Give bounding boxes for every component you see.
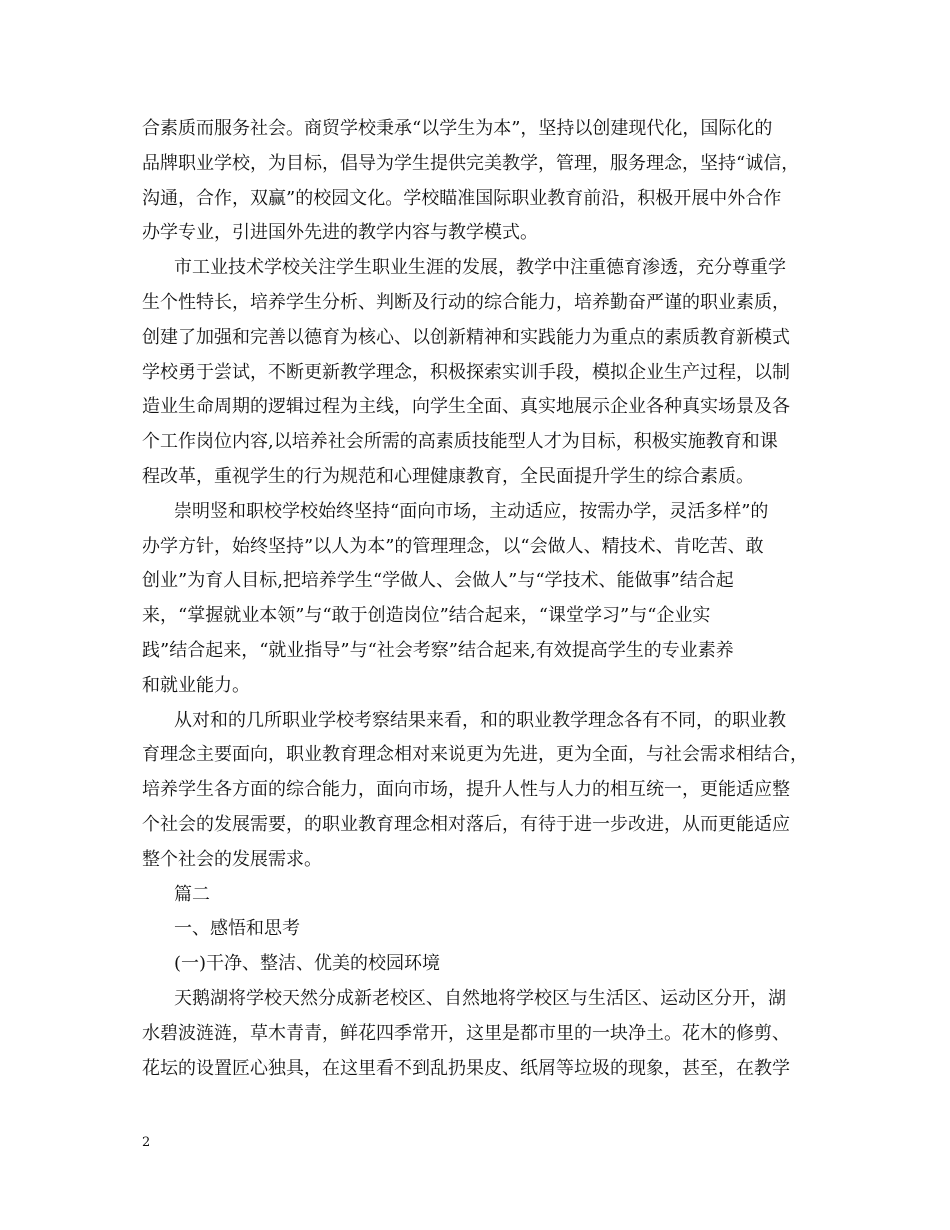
text-line: 水碧波涟涟，草木青青，鲜花四季常开，这里是都市里的一块净土。花木的修剪、: [142, 1022, 790, 1044]
text-line: 沟通，合作，双赢”的校园文化。学校瞄准国际职业教育前沿，积极开展中外合作: [142, 187, 782, 209]
text-line: 合素质而服务社会。商贸学校秉承“以学生为本”，坚持以创建现代化，国际化的: [142, 118, 773, 139]
text-line: 培养学生各方面的综合能力，面向市场，提升人性与人力的相互统一，更能适应整: [142, 779, 790, 801]
paragraph-start-line: 崇明竖和职校学校始终坚持“面向市场，主动适应，按需办学，灵活多样”的: [174, 500, 769, 522]
text-line: 花坛的设置匠心独具，在这里看不到乱扔果皮、纸屑等垃圾的现象，甚至，在教学: [142, 1057, 790, 1079]
paragraph-start-line: 市工业技术学校关注学生职业生涯的发展，教学中注重德育渗透，充分尊重学: [174, 257, 786, 279]
section-heading: 篇二: [174, 883, 210, 905]
text-line: 来，“掌握就业本领”与“敢于创造岗位”结合起来，“课堂学习”与“企业实: [142, 605, 711, 627]
text-line: 办学专业，引进国外先进的教学内容与教学模式。: [142, 222, 538, 244]
paragraph-start-line: 天鹅湖将学校天然分成新老校区、自然地将学校区与生活区、运动区分开，湖: [174, 987, 786, 1009]
text-line: 品牌职业学校，为目标，倡导为学生提供完美教学，管理，服务理念，坚持“诚信，: [142, 152, 800, 174]
paragraph-start-line: 从对和的几所职业学校考察结果来看，和的职业教学理念各有不同，的职业教: [174, 709, 786, 731]
section-subheading: 一、感悟和思考: [174, 918, 300, 940]
document-body: [142, 112, 814, 1086]
section-subheading: (一)干净、整洁、优美的校园环境: [174, 953, 441, 975]
text-line: 个社会的发展需要，的职业教育理念相对落后，有待于进一步改进，从而更能适应: [142, 813, 790, 835]
text-line: 和就业能力。: [142, 674, 250, 696]
text-line: 个工作岗位内容,以培养社会所需的高素质技能型人才为目标，积极实施教育和课: [142, 431, 778, 453]
page-number: 2: [142, 1135, 151, 1150]
text-line: 程改革，重视学生的行为规范和心理健康教育，全民面提升学生的综合素质。: [142, 465, 754, 487]
text-line: 践”结合起来，“就业指导”与“社会考察”结合起来,有效提高学生的专业素养: [142, 639, 734, 661]
text-line: 生个性特长，培养学生分析、判断及行动的综合能力，培养勤奋严谨的职业素质，: [142, 291, 790, 313]
text-line: 整个社会的发展需求。: [142, 848, 322, 870]
text-line: 育理念主要面向，职业教育理念相对来说更为先进，更为全面，与社会需求相结合，: [142, 744, 808, 766]
text-line: 办学方针，始终坚持”以人为本”的管理理念，以“会做人、精技术、肯吃苦、敢: [142, 535, 764, 557]
text-line: 创业”为育人目标,把培养学生“学做人、会做人”与“学技术、能做事”结合起: [142, 570, 734, 592]
text-line: 学校勇于尝试，不断更新教学理念，积极探索实训手段，模拟企业生产过程，以制: [142, 361, 790, 383]
text-line: 创建了加强和完善以德育为核心、以创新精神和实践能力为重点的素质教育新模式: [142, 326, 790, 348]
text-line: 造业生命周期的逻辑过程为主线，向学生全面、真实地展示企业各种真实场景及各: [142, 396, 790, 418]
